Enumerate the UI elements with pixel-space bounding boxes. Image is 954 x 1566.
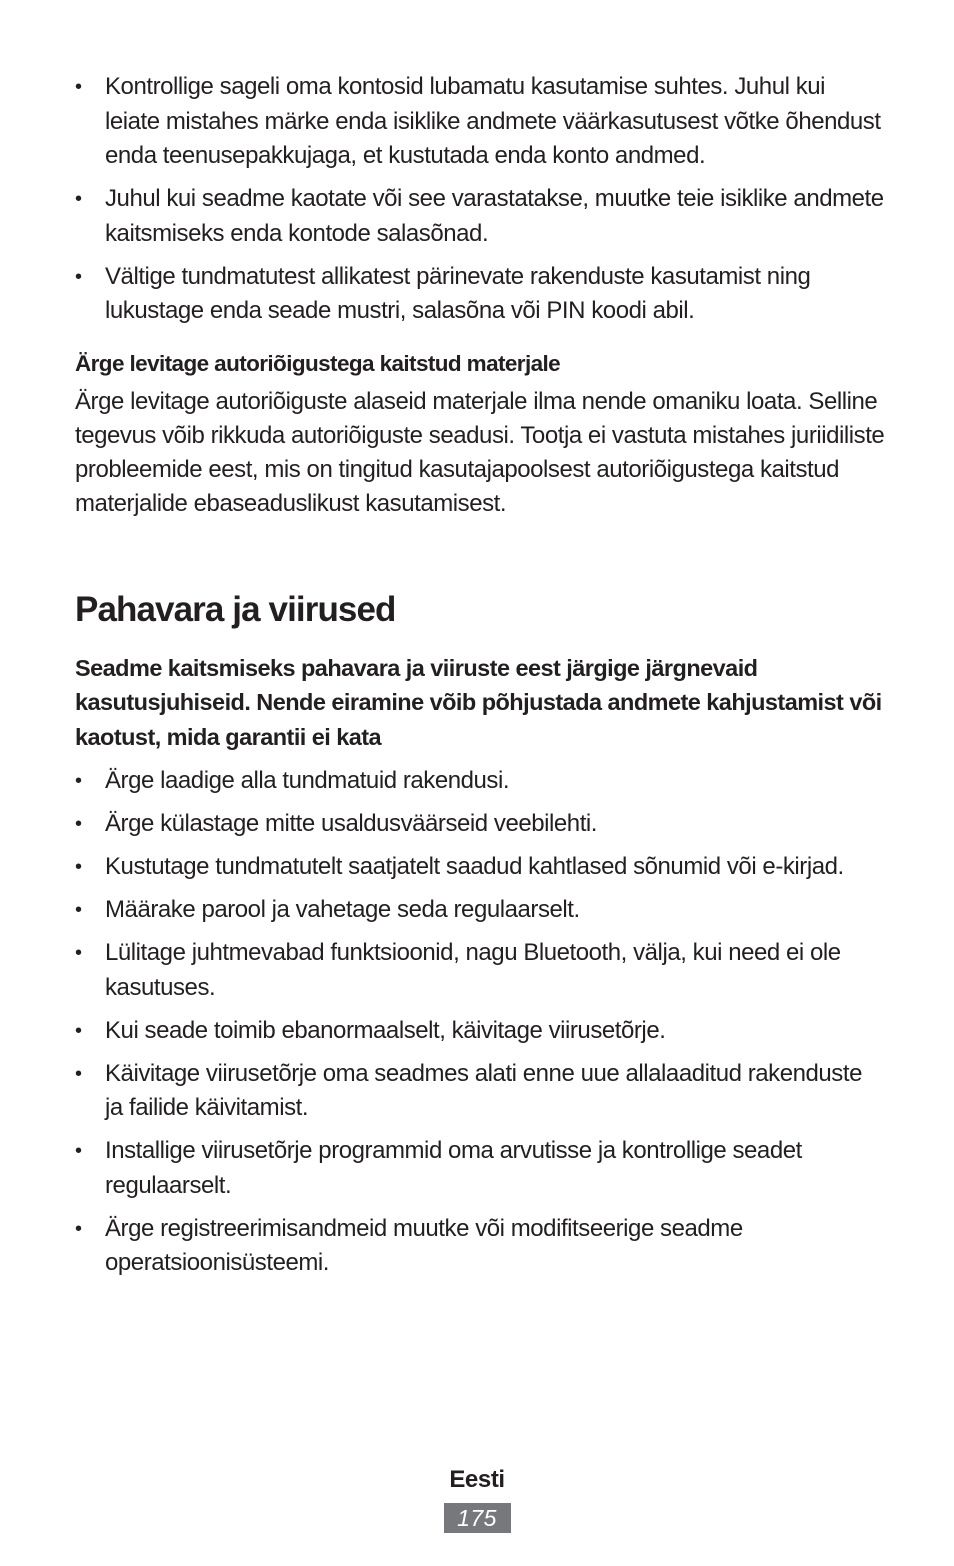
list-item: • Vältige tundmatutest allikatest pärinevate rakenduste kasutamist ning lukustage enda seade mustri, salasõna või PIN koodi abil. <box>75 260 885 329</box>
list-item: • Ärge külastage mitte usaldusväärseid veebilehti. <box>75 807 885 842</box>
document-body <box>75 70 885 1289</box>
list-item: • Ärge registreerimisandmeid muutke või modifitseerige seadme operatsioonisüsteemi. <box>75 1212 885 1281</box>
page-number: 175 <box>444 1503 511 1533</box>
list-item: • Kui seade toimib ebanormaalselt, käivitage viirusetõrje. <box>75 1014 885 1049</box>
list-item: • Installige viirusetõrje programmid oma arvutisse ja kontrollige seadet regulaarselt. <box>75 1134 885 1203</box>
bullet-icon: • <box>75 856 82 878</box>
bullet-icon: • <box>75 265 82 288</box>
bullet-icon: • <box>75 188 82 210</box>
copyright-heading: Ärge levitage autoriõigustega kaitstud materjale <box>75 350 561 376</box>
bullet-icon: • <box>75 899 82 921</box>
list-item: • Lülitage juhtmevabad funktsioonid, nagu Bluetooth, välja, kui need ei ole kasutuses. <box>75 936 885 1005</box>
page-footer <box>0 1462 954 1533</box>
list-item: • Määrake parool ja vahetage seda regulaarselt. <box>75 893 885 928</box>
copyright-paragraph: Ärge levitage autoriõiguste alaseid materjale ilma nende omaniku loata. Selline tegevus võib rikkuda autoriõiguste seadusi. Tootja ei vastuta mistahes juriidiliste probleemide eest, mis on tingitud kasutajapoolsest autoriõigustega kaitstud materjalide ebaseaduslikust kasutamisest. <box>75 387 885 517</box>
list-item: • Kustutage tundmatutelt saatjatelt saadud kahtlased sõnumid või e-kirjad. <box>75 850 885 885</box>
bullet-icon: • <box>75 1217 82 1240</box>
section-title: Pahavara ja viirused <box>75 589 396 629</box>
malware-tips-list <box>75 764 885 1281</box>
list-item: • Käivitage viirusetõrje oma seadmes alati enne uue allalaaditud rakenduste ja failide käivitamist. <box>75 1057 885 1126</box>
bullet-icon: • <box>75 770 82 792</box>
account-security-list <box>75 70 885 329</box>
bullet-icon: • <box>75 1140 82 1162</box>
footer-language: Eesti <box>449 1466 505 1493</box>
bullet-icon: • <box>75 1019 82 1042</box>
list-item: • Kontrollige sageli oma kontosid lubamatu kasutamise suhtes. Juhul kui leiate mistahes märke enda isiklike andmete väärkasutusest võtke õhendust enda teenusepakkujaga, et kustutada enda konto andmed. <box>75 70 885 174</box>
bullet-icon: • <box>75 76 82 98</box>
list-item: • Ärge laadige alla tundmatuid rakendusi. <box>75 764 885 799</box>
bullet-icon: • <box>75 813 82 835</box>
bullet-icon: • <box>75 1062 82 1085</box>
list-item: • Juhul kui seadme kaotate või see varastatakse, muutke teie isiklike andmete kaitsmiseks enda kontode salasõnad. <box>75 182 885 251</box>
section-intro: Seadme kaitsmiseks pahavara ja viiruste eest järgige järgnevaid kasutusjuhiseid. Nende eiramine võib põhjustada andmete kahjustamist või kaotust, mida garantii ei kata <box>75 654 882 750</box>
bullet-icon: • <box>75 942 82 964</box>
